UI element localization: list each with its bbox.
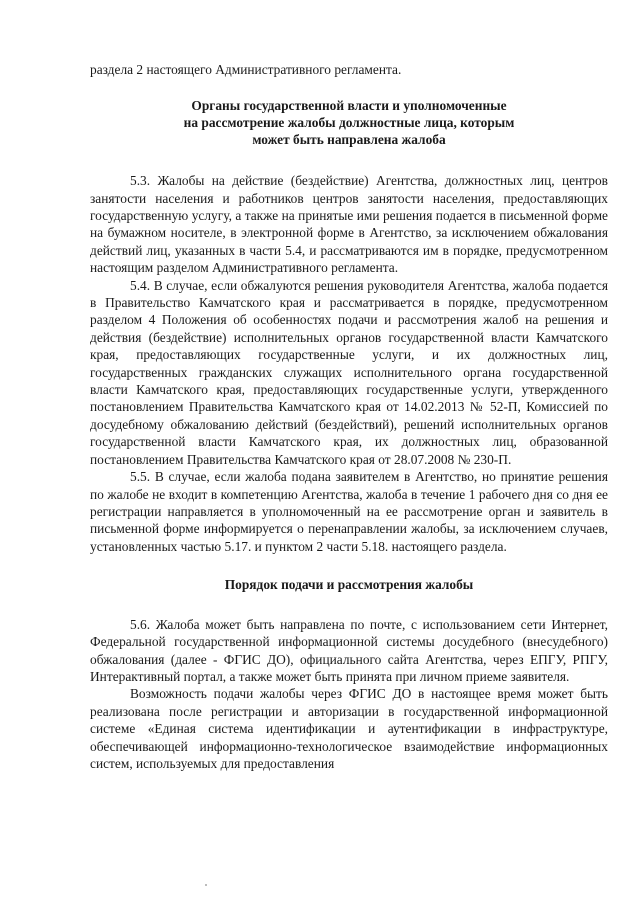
heading-organs-line2: на рассмотрение жалобы должностные лица, которым xyxy=(183,115,515,130)
heading-order: Порядок подачи и рассмотрения жалобы xyxy=(224,577,474,593)
intro-line: раздела 2 настоящего Административного регламента. xyxy=(90,62,402,77)
paragraph-fgis: Возможность подачи жалобы через ФГИС ДО в настоящее время может быть реализована после регистрации и авторизации в государственной информационной системе «Единая система идентификации и аутентификации в инфраструктуре, обеспечивающей информационно-технологическое взаимодействие информационных систем, используемых для предоставления xyxy=(90,686,608,771)
scan-mark xyxy=(205,884,207,886)
paragraph-5-5: 5.5. В случае, если жалоба подана заявителем в Агентство, но принятие решения по жалобе не входит в компетенцию Агентства, жалоба в течение 1 рабочего дня со дня ее регистрации направляется в уполномоченный на ее рассмотрение орган и заявитель в письменной форме информируется о перенаправлении жалобы, за исключением случаев, установленных частью 5.17. и пунктом 2 части 5.18. настоящего раздела. xyxy=(90,469,608,554)
heading-organs xyxy=(90,98,608,148)
paragraph-5-3: 5.3. Жалобы на действие (бездействие) Агентства, должностных лиц, центров занятости населения и работников центров занятости населения, предоставляющих государственную услугу, а также на принятые ими решения подается в письменной форме на бумажном носителе, в электронной форме в Агентство, за исключением обжалования действий лиц, указанных в части 5.4, и рассматриваются им в порядке, предусмотренном настоящим разделом Административного регламента. xyxy=(90,173,608,276)
page-content xyxy=(90,61,608,772)
heading-organs-line3: может быть направлена жалоба xyxy=(252,131,446,147)
heading-organs-line1: Органы государственной власти и уполномоченные xyxy=(191,98,507,114)
paragraph-5-6: 5.6. Жалоба может быть направлена по почте, с использованием сети Интернет, Федеральной государственной информационной системы досудебного (внесудебного) обжалования (далее - ФГИС ДО), официального сайта Агентства, через ЕПГУ, РПГУ, Интерактивный портал, а также может быть принята при личном приеме заявителя. xyxy=(90,616,608,684)
paragraph-5-4: 5.4. В случае, если обжалуются решения руководителя Агентства, жалоба подается в Правительство Камчатского края и рассматривается в порядке, предусмотренном разделом 4 Положения об особенностях подачи и рассмотрения жалоб на решения и действия (бездействие) исполнительных органов государственной власти Камчатского края, предоставляющих государственные услуги, и их должностных лиц, государственных гражданских служащих исполнительного органа государственной власти Камчатского края, предоставляющих государственные услуги, утвержденного постановлением Правительства Камчатского края от 14.02.2013 № 52-П, Комиссией по досудебному обжалованию действий (бездействий), решений исполнительных органов государственной власти Камчатского края, их должностных лиц, образованной постановлением Правительства Камчатского края от 28.07.2008 № 230-П. xyxy=(90,277,608,467)
